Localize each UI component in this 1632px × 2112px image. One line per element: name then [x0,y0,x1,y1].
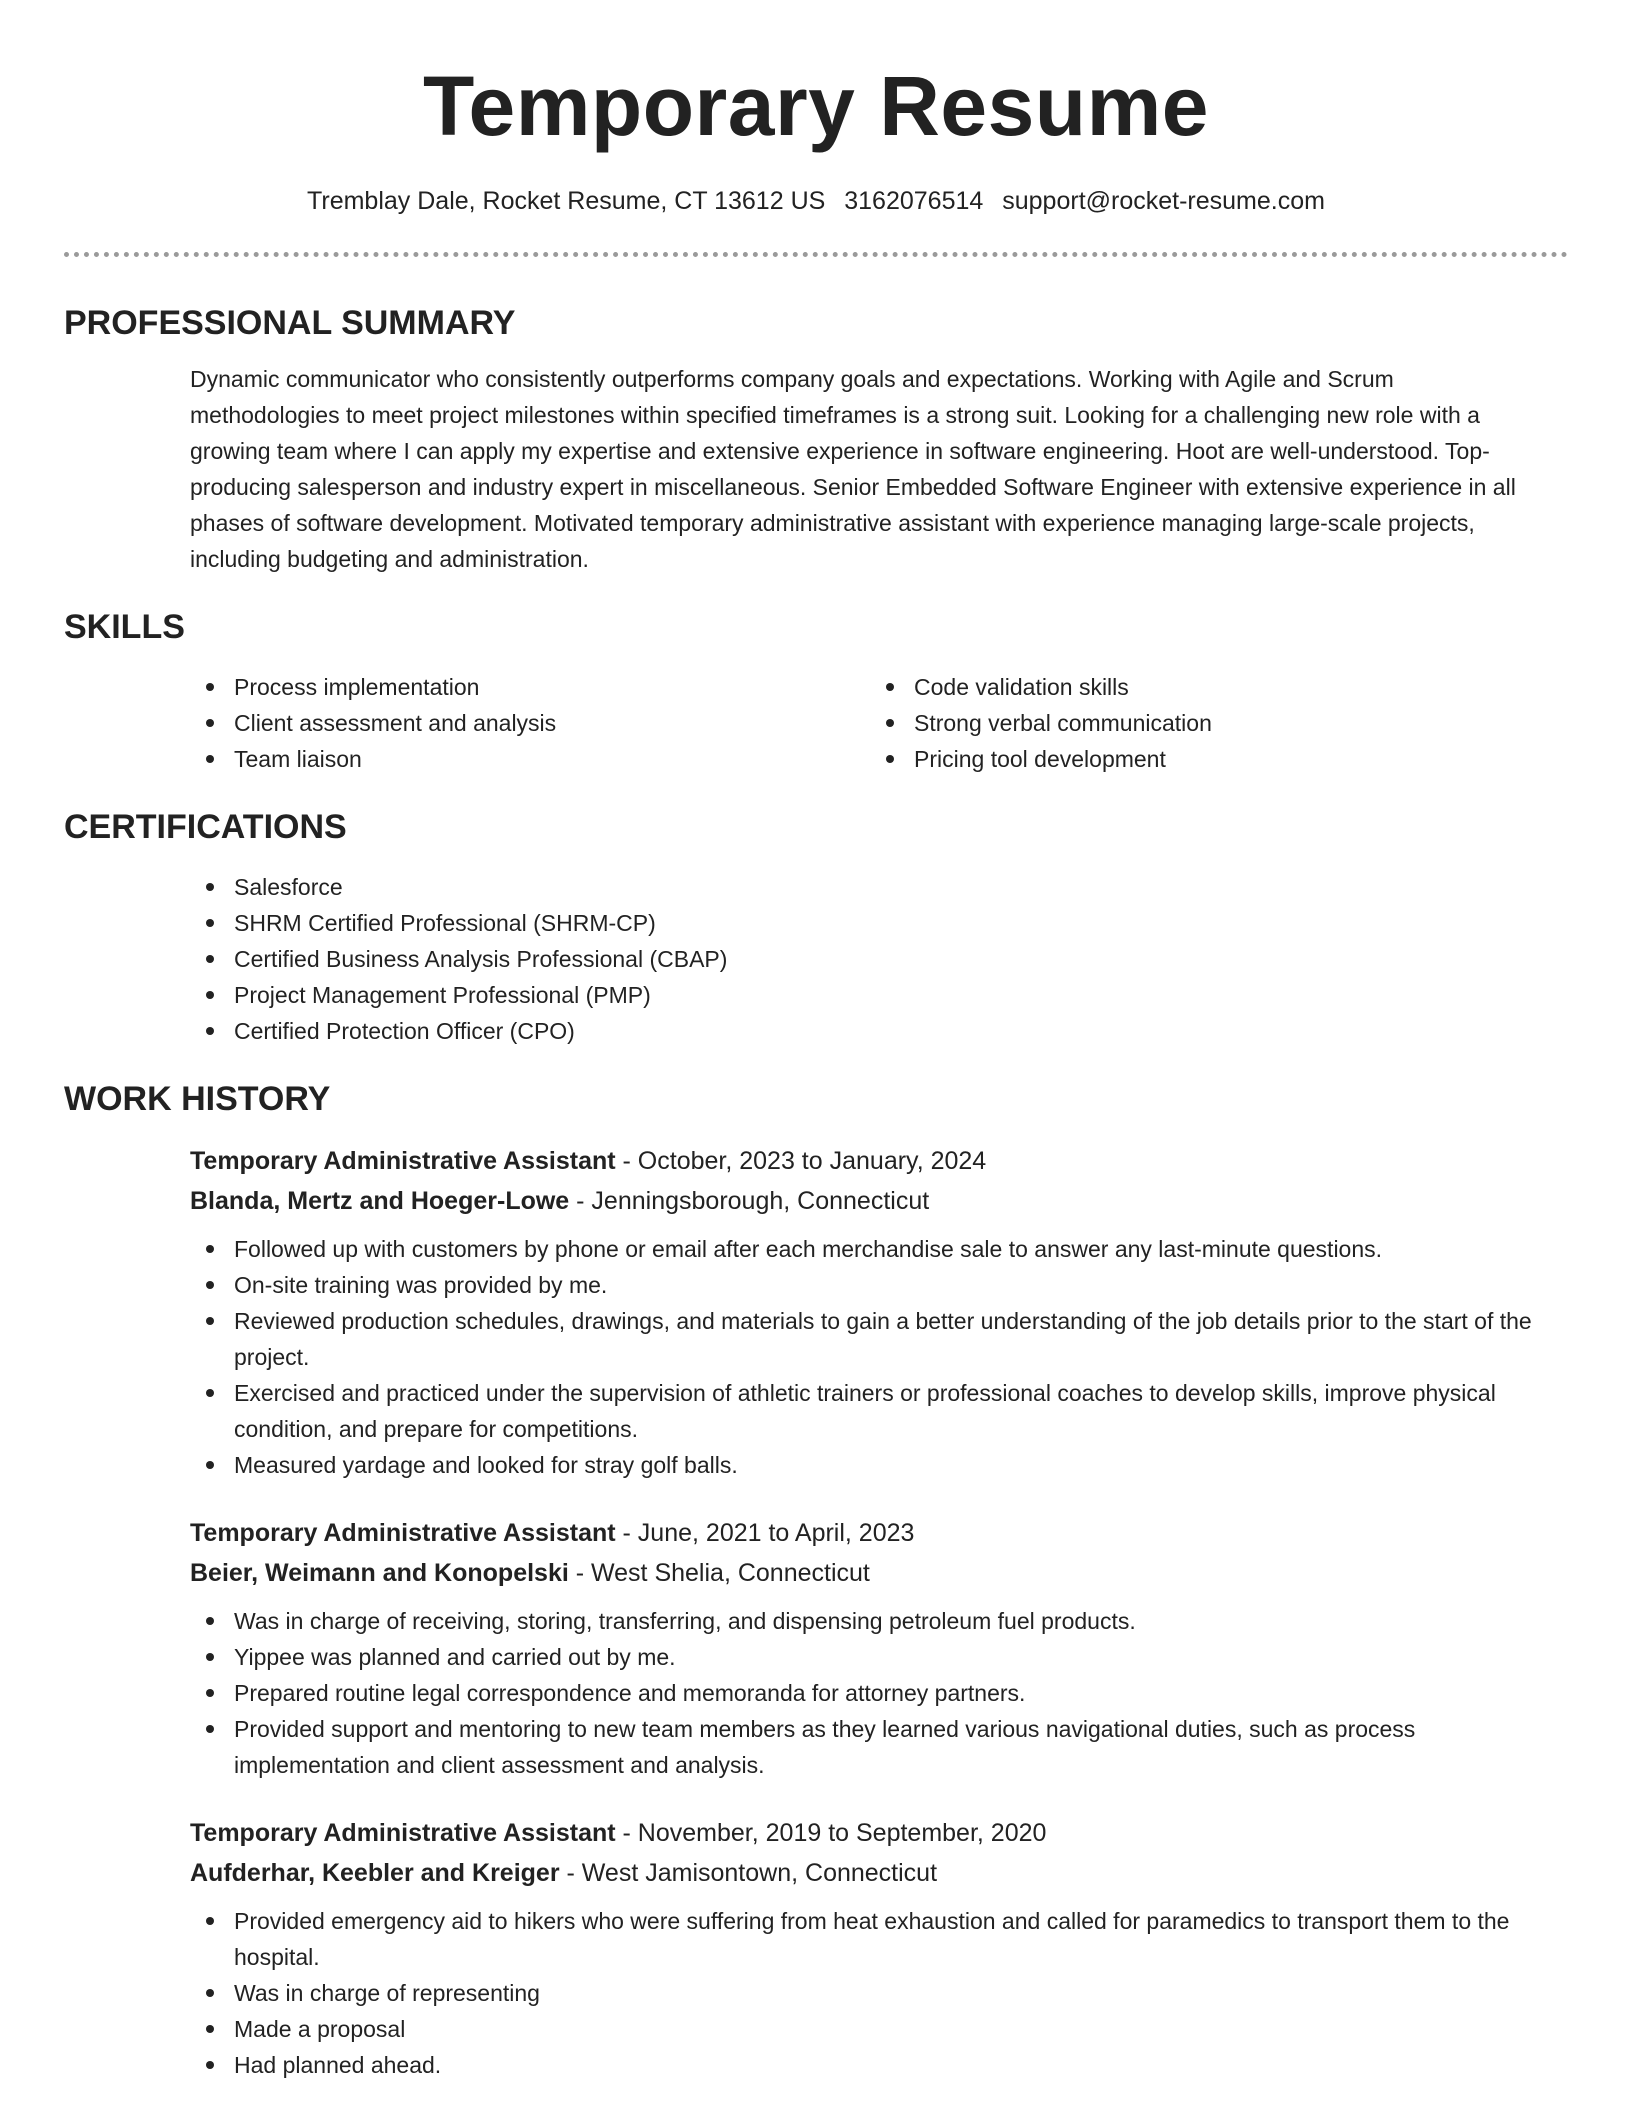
contact-address: Tremblay Dale, Rocket Resume, CT 13612 US [307,187,826,215]
certification-item: Project Management Professional (PMP) [190,977,1568,1013]
job-role: Temporary Administrative Assistant [190,1147,616,1175]
job-company: Beier, Weimann and Konopelski [190,1559,569,1587]
job-role: Temporary Administrative Assistant [190,1519,616,1547]
job-duty: Followed up with customers by phone or email after each merchandise sale to answer any last-minute questions. [190,1231,1558,1267]
skills-list [64,669,1568,777]
contact-email: support@rocket-resume.com [1002,187,1325,215]
job-duty: Exercised and practiced under the supervision of athletic trainers or professional coaches to develop skills, improve physical condition, and prepare for competitions. [190,1375,1558,1447]
job-company-line [190,1553,1568,1593]
certification-item: SHRM Certified Professional (SHRM-CP) [190,905,1568,941]
job-entry [64,1513,1568,1783]
job-duty: Provided emergency aid to hikers who were suffering from heat exhaustion and called for paramedics to transport them to the hospital. [190,1903,1558,1975]
job-duty: Had planned ahead. [190,2047,1558,2083]
job-entry [64,1141,1568,1483]
job-duties [190,1603,1568,1783]
job-location: - West Jamisontown, Connecticut [559,1859,938,1887]
job-role-line [190,1513,1568,1553]
job-dates: - October, 2023 to January, 2024 [615,1147,987,1175]
job-duty: Was in charge of representing [190,1975,1558,2011]
job-role-line [190,1141,1568,1181]
certification-item: Certified Protection Officer (CPO) [190,1013,1568,1049]
section-title-certifications: CERTIFICATIONS [64,808,347,846]
job-duty: Reviewed production schedules, drawings, and materials to gain a better understanding of the job details prior to the start of the project. [190,1303,1558,1375]
section-title-summary: PROFESSIONAL SUMMARY [64,304,516,342]
skill-item: Process implementation [190,669,870,705]
section-title-skills: SKILLS [64,608,185,646]
certification-item: Certified Business Analysis Professional (CBAP) [190,941,1568,977]
job-duty: Made a proposal [190,2011,1558,2047]
section-title-work-history: WORK HISTORY [64,1080,331,1118]
job-location: - West Shelia, Connecticut [568,1559,870,1587]
job-duty: Measured yardage and looked for stray golf balls. [190,1447,1558,1483]
contact-line [64,184,1568,218]
job-entry [64,1813,1568,2083]
job-duty: Was in charge of receiving, storing, transferring, and dispensing petroleum fuel products. [190,1603,1558,1639]
job-company-line [190,1853,1568,1893]
certification-item: Salesforce [190,869,1568,905]
skill-item: Pricing tool development [870,741,1550,777]
job-company: Blanda, Mertz and Hoeger-Lowe [190,1187,570,1215]
certifications-list [64,869,1568,1049]
skill-item: Strong verbal communication [870,705,1550,741]
skill-item: Code validation skills [870,669,1550,705]
job-duties [190,1231,1568,1483]
job-location: - Jenningsborough, Connecticut [569,1187,930,1215]
job-duty: Prepared routine legal correspondence and memoranda for attorney partners. [190,1675,1558,1711]
contact-phone: 3162076514 [844,187,984,215]
job-company-line [190,1181,1568,1221]
summary-text: Dynamic communicator who consistently outperforms company goals and expectations. Working with Agile and Scrum methodologies to meet project milestones within specified timeframes is a strong suit. Looking for a challenging new role with a growing team where I can apply my expertise and extensive experience in software engineering. Hoot are well-understood. Top-producing salesperson and industry expert in miscellaneous. Senior Embedded Software Engineer with extensive experience in all phases of software development. Motivated temporary administrative assistant with experience managing large-scale projects, including budgeting and administration. [190,366,1516,572]
skill-item: Team liaison [190,741,870,777]
job-dates: - November, 2019 to September, 2020 [615,1819,1047,1847]
job-duty: Yippee was planned and carried out by me. [190,1639,1558,1675]
job-dates: - June, 2021 to April, 2023 [615,1519,915,1547]
job-duty: On-site training was provided by me. [190,1267,1558,1303]
header-divider [64,252,1568,257]
skills-column-left [190,669,870,777]
job-duties [190,1903,1568,2083]
job-company: Aufderhar, Keebler and Kreiger [190,1859,560,1887]
resume-title: Temporary Resume [422,59,1210,153]
skill-item: Client assessment and analysis [190,705,870,741]
job-duty: Provided support and mentoring to new team members as they learned various navigational duties, such as process implementation and client assessment and analysis. [190,1711,1558,1783]
job-role-line [190,1813,1568,1853]
job-role: Temporary Administrative Assistant [190,1819,616,1847]
skills-column-right [870,669,1550,777]
